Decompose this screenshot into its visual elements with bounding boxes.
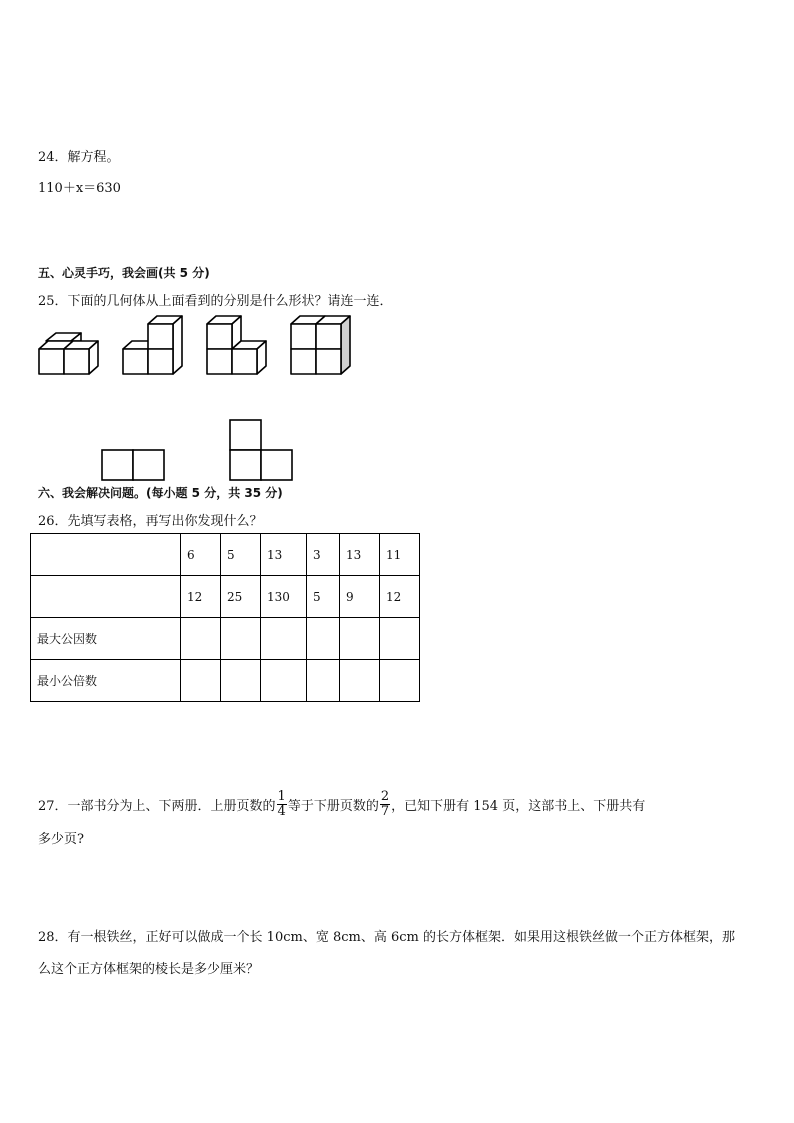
table-row xyxy=(31,576,420,618)
answer-cell[interactable] xyxy=(181,618,221,660)
answer-cell[interactable] xyxy=(307,618,340,660)
q26-text: 26．先填写表格，再写出你发现什么？ xyxy=(38,514,263,529)
top-view-2 xyxy=(230,420,292,480)
table-cell: 13 xyxy=(261,534,307,576)
q27-line2: 多少页? xyxy=(38,832,84,847)
answer-cell[interactable] xyxy=(340,618,380,660)
table-cell: 12 xyxy=(380,576,420,618)
answer-cell[interactable] xyxy=(221,618,261,660)
solid-2 xyxy=(123,316,182,374)
section-6-heading: 六、我会解决问题。(每小题 5 分，共 35 分) xyxy=(38,486,283,500)
table-cell: 3 xyxy=(307,534,340,576)
answer-cell[interactable] xyxy=(380,618,420,660)
q28-text xyxy=(38,922,758,986)
solid-1 xyxy=(39,333,98,374)
table-row xyxy=(31,618,420,660)
answer-cell[interactable] xyxy=(307,660,340,702)
solid-3 xyxy=(207,316,266,374)
solid-4 xyxy=(291,316,350,374)
table-cell: 12 xyxy=(181,576,221,618)
q24-title: 24．解方程。 xyxy=(38,150,120,165)
answer-cell[interactable] xyxy=(261,660,307,702)
answer-cell[interactable] xyxy=(181,660,221,702)
fraction-one-quarter: $\frac{1}{4}$ xyxy=(277,789,286,819)
table-cell: 5 xyxy=(307,576,340,618)
fraction-two-sevenths: $\frac{2}{7}$ xyxy=(380,789,390,819)
q27-part2: 等于下册页数的 xyxy=(287,799,379,814)
table-cell: 6 xyxy=(181,534,221,576)
q24-equation: 110＋x＝630 xyxy=(38,181,121,196)
answer-cell[interactable] xyxy=(380,660,420,702)
q28-line2: 么这个正方体框架的棱长是多少厘米？ xyxy=(38,962,260,977)
table-cell: 9 xyxy=(340,576,380,618)
section-5-heading: 五、心灵手巧，我会画(共 5 分) xyxy=(38,266,210,280)
answer-cell[interactable] xyxy=(340,660,380,702)
table-cell: 11 xyxy=(380,534,420,576)
table-cell[interactable] xyxy=(31,576,181,618)
table-row-label: 最小公倍数 xyxy=(31,660,181,702)
q28-line1: 28．有一根铁丝，正好可以做成一个长 10cm、宽 8cm、高 6cm 的长方体框架．如果用这根铁丝做一个正方体框架，那 xyxy=(38,930,735,945)
q26-table xyxy=(30,533,420,702)
q25-text: 25．下面的几何体从上面看到的分别是什么形状？请连一连． xyxy=(38,294,393,309)
q27-text xyxy=(38,790,758,856)
table-cell: 130 xyxy=(261,576,307,618)
answer-cell[interactable] xyxy=(221,660,261,702)
table-cell: 13 xyxy=(340,534,380,576)
table-cell[interactable] xyxy=(31,534,181,576)
top-view-1 xyxy=(102,450,164,480)
q27-part1: 27．一部书分为上、下两册．上册页数的 xyxy=(38,799,276,814)
q27-part3: ，已知下册有 154 页，这部书上、下册共有 xyxy=(391,799,646,814)
table-row xyxy=(31,660,420,702)
answer-cell[interactable] xyxy=(261,618,307,660)
table-row xyxy=(31,534,420,576)
table-cell: 25 xyxy=(221,576,261,618)
table-cell: 5 xyxy=(221,534,261,576)
table-row-label: 最大公因数 xyxy=(31,618,181,660)
